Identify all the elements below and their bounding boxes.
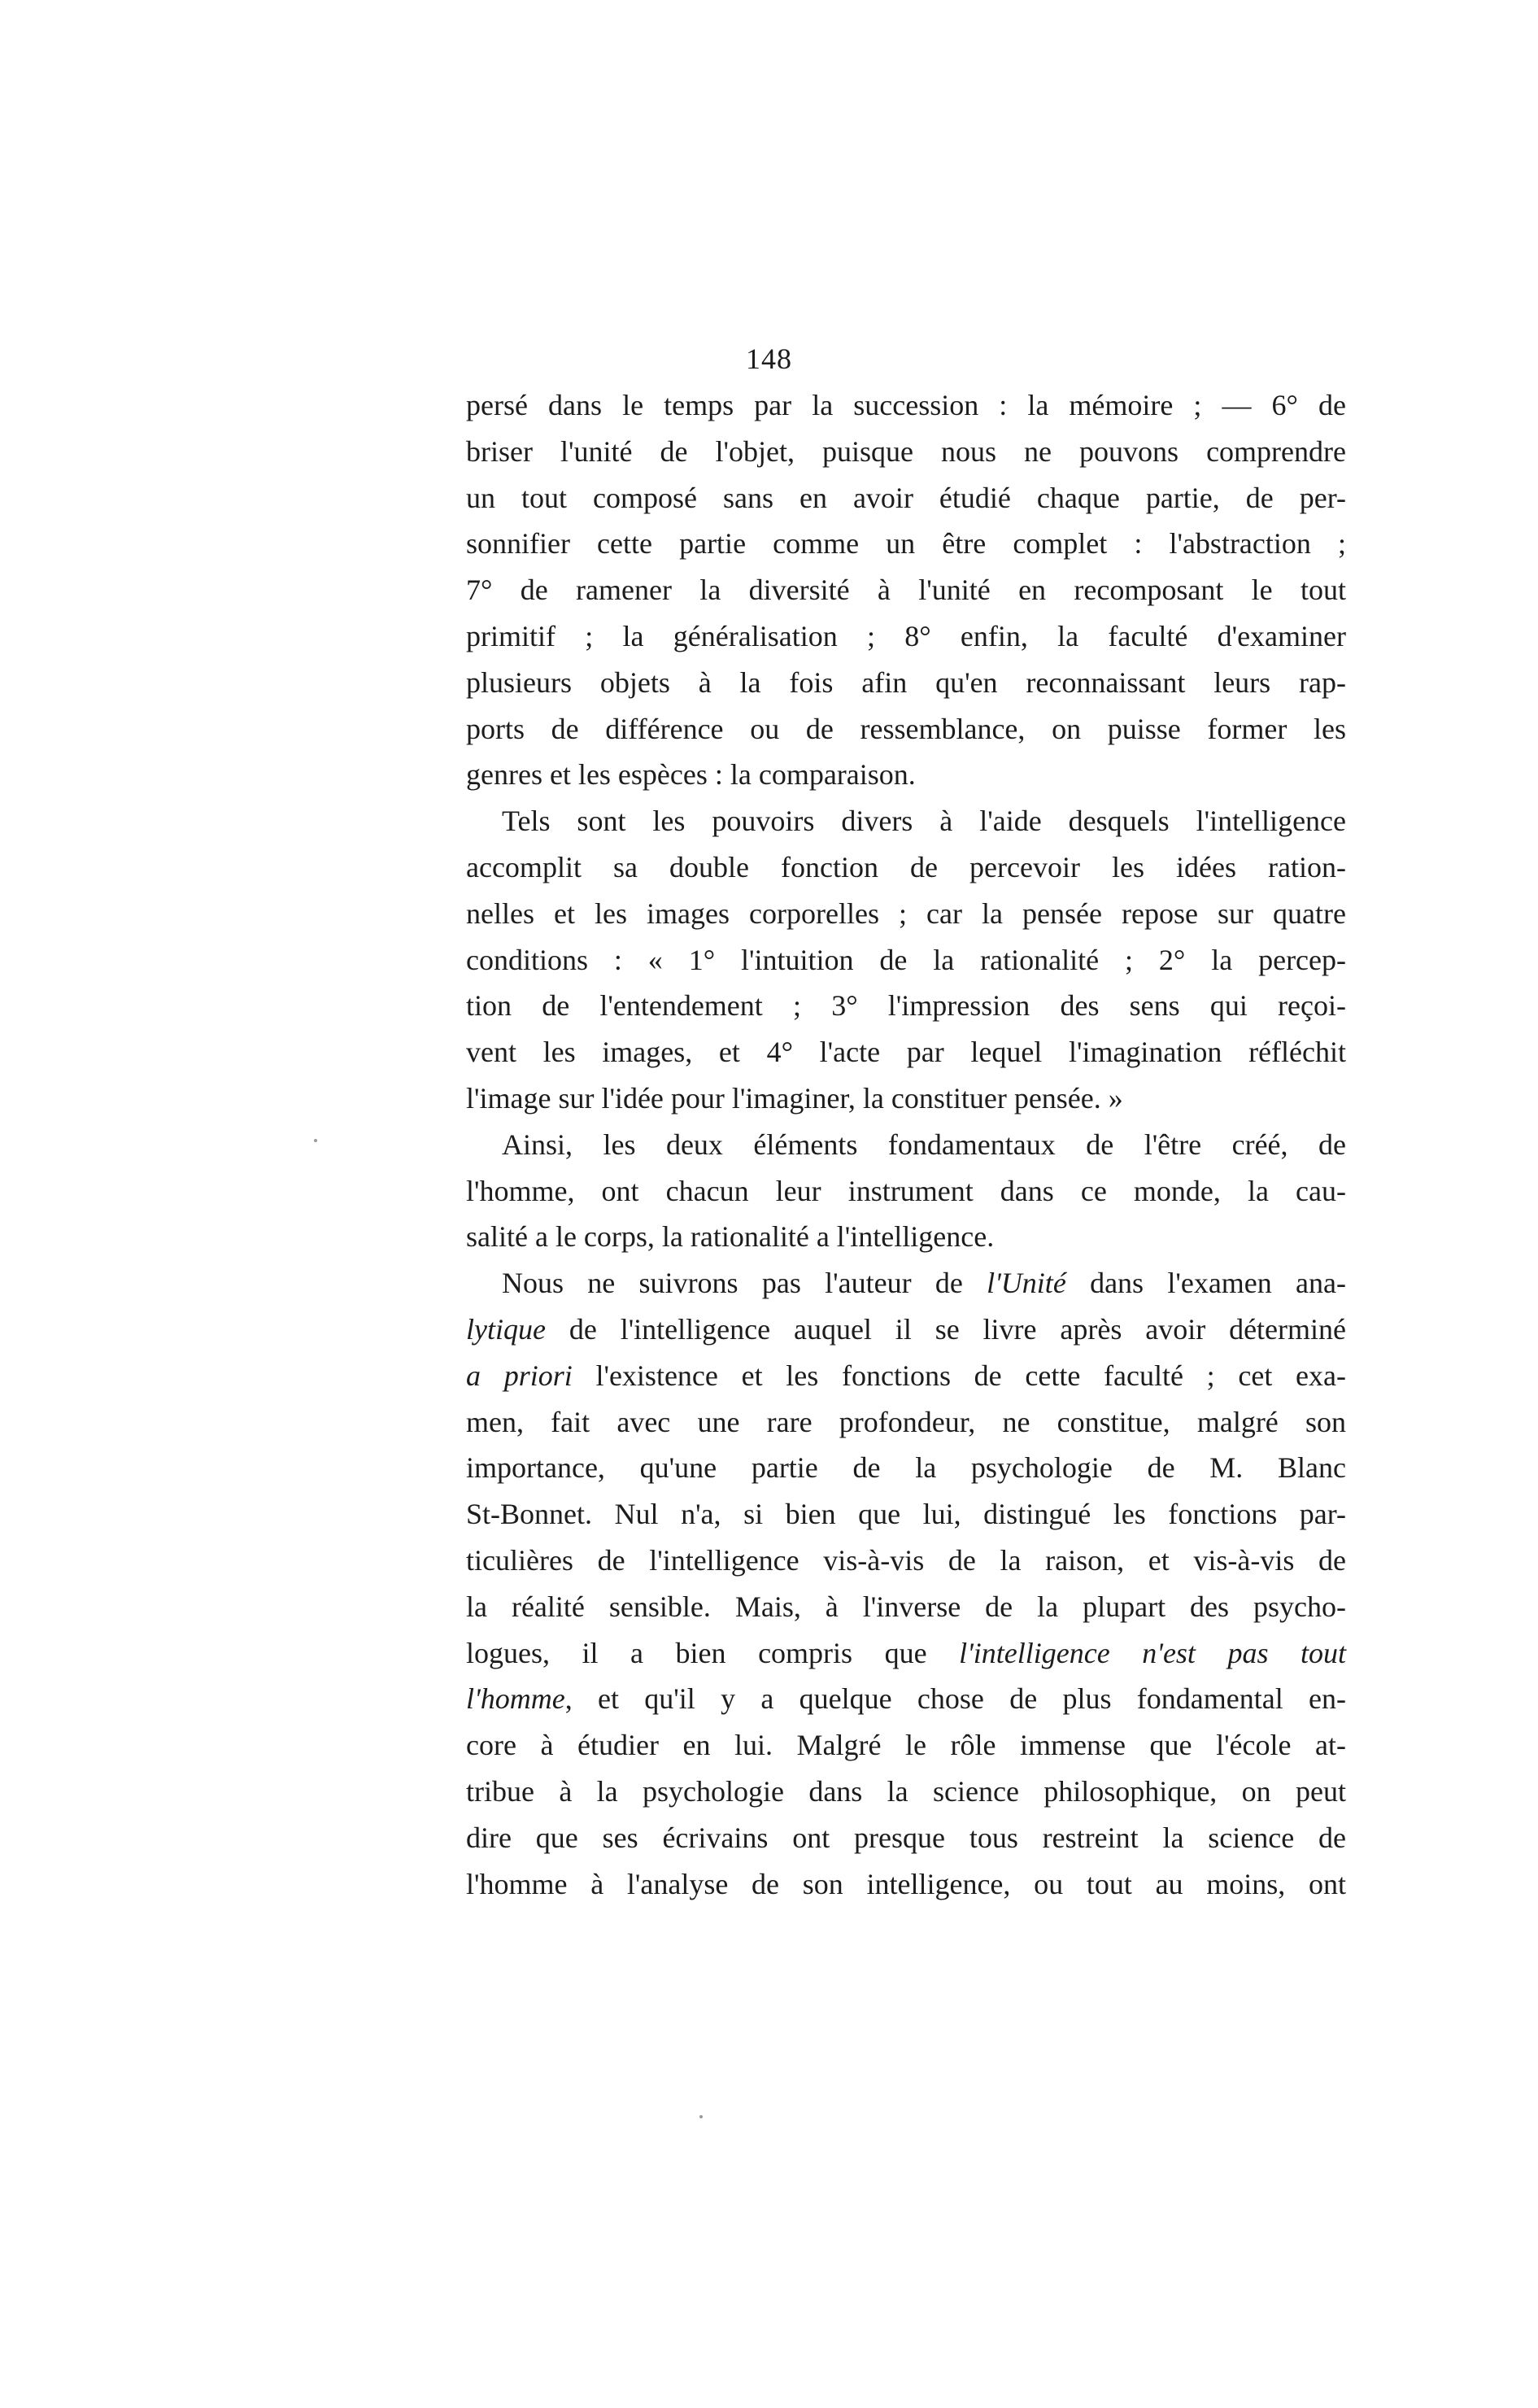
text-segment: 7° de ramener la diversité à l'unité en recomposant le tout (466, 574, 1346, 607)
italic-text: l'Unité (987, 1267, 1066, 1300)
text-segment: men, fait avec une rare profondeur, ne constitue, malgré son (466, 1405, 1346, 1438)
text-segment: core à étudier en lui. Malgré le rôle immense que l'école at- (466, 1729, 1346, 1762)
text-segment: primitif ; la généralisation ; 8° enfin, la faculté d'examiner (466, 619, 1346, 652)
text-line (466, 891, 1346, 937)
italic-text: a priori (466, 1359, 573, 1392)
text-segment: un tout composé sans en avoir étudié chaque partie, de per- (466, 481, 1346, 514)
text-line (466, 567, 1346, 613)
text-line (466, 752, 1346, 798)
text-segment: , et qu'il y a quelque chose de plus fondamental en- (564, 1682, 1346, 1716)
text-line (466, 475, 1346, 521)
text-line (466, 1861, 1346, 1908)
text-segment: l'image sur l'idée pour l'imaginer, la constituer pensée. » (466, 1081, 1123, 1115)
body-text (466, 382, 1346, 1907)
text-segment: conditions : « 1° l'intuition de la rationalité ; 2° la percep- (466, 943, 1346, 976)
text-line (466, 1538, 1346, 1584)
text-segment: persé dans le temps par la succession : la mémoire ; — 6° de (466, 389, 1346, 421)
text-line (466, 1353, 1346, 1399)
text-segment: St-Bonnet. Nul n'a, si bien que lui, distingué les fonctions par- (466, 1498, 1346, 1531)
text-line (466, 1630, 1346, 1677)
text-line (466, 1722, 1346, 1769)
text-segment: l'homme, ont chacun leur instrument dans ce monde, la cau- (466, 1174, 1346, 1207)
italic-text: lytique (466, 1312, 546, 1346)
text-line (466, 1075, 1346, 1122)
text-segment: dire que ses écrivains ont presque tous restreint la science de (466, 1821, 1346, 1854)
text-segment: ticulières de l'intelligence vis-à-vis de la raison, et vis-à-vis de (466, 1543, 1346, 1577)
text-segment: plusieurs objets à la fois afin qu'en reconnaissant leurs rap- (466, 665, 1346, 699)
text-line (466, 1122, 1346, 1168)
text-line (466, 1214, 1346, 1260)
text-segment: Nous ne suivrons pas l'auteur de (502, 1267, 987, 1300)
text-segment: l'existence et les fonctions de cette faculté ; cet exa- (572, 1359, 1346, 1392)
text-segment: dans l'examen ana- (1065, 1267, 1347, 1300)
italic-text: l'intelligence n'est pas tout (959, 1636, 1347, 1669)
text-segment: tion de l'entendement ; 3° l'impression des sens qui reçoi- (466, 989, 1346, 1023)
text-segment: tribue à la psychologie dans la science philosophique, on peut (466, 1774, 1346, 1808)
text-segment: logues, il a bien compris que (466, 1636, 960, 1669)
text-line (466, 1491, 1346, 1538)
text-line (466, 798, 1346, 844)
text-segment: la réalité sensible. Mais, à l'inverse de la plupart des psycho- (466, 1590, 1346, 1623)
text-line (466, 1445, 1346, 1491)
text-segment: vent les images, et 4° l'acte par lequel l'imagination réfléchit (466, 1036, 1346, 1069)
text-line (466, 1815, 1346, 1861)
text-segment: importance, qu'une partie de la psychologie de M. Blanc (466, 1451, 1346, 1485)
text-segment: Tels sont les pouvoirs divers à l'aide desquels l'intelligence (502, 805, 1346, 838)
text-line (466, 706, 1346, 752)
text-segment: genres et les espèces : la comparaison. (466, 758, 916, 792)
text-segment: de l'intelligence auquel il se livre après avoir déterminé (545, 1312, 1346, 1346)
text-line (466, 1584, 1346, 1630)
text-line (466, 613, 1346, 660)
text-line (466, 1769, 1346, 1815)
text-line (466, 983, 1346, 1029)
text-segment: accomplit sa double fonction de percevoir les idées ration- (466, 850, 1346, 883)
text-segment: sonnifier cette partie comme un être complet : l'abstraction ; (466, 527, 1346, 561)
text-line (466, 1029, 1346, 1075)
text-line (466, 429, 1346, 475)
text-segment: ports de différence ou de ressemblance, on puisse former les (466, 712, 1346, 745)
text-line (466, 521, 1346, 567)
text-line (466, 1399, 1346, 1446)
scan-speck (699, 2115, 703, 2118)
text-segment: Ainsi, les deux éléments fondamentaux de l'être créé, de (502, 1128, 1346, 1161)
italic-text: l'homme (466, 1682, 565, 1716)
text-line (466, 1168, 1346, 1215)
text-segment: briser l'unité de l'objet, puisque nous ne pouvons comprendre (466, 434, 1346, 468)
text-line (466, 1676, 1346, 1722)
text-line (466, 937, 1346, 984)
text-line (466, 844, 1346, 891)
text-line (466, 1260, 1346, 1307)
scan-speck (314, 1139, 317, 1142)
text-segment: l'homme à l'analyse de son intelligence, ou tout au moins, ont (466, 1867, 1346, 1900)
page-number: 148 (746, 342, 792, 375)
text-line (466, 660, 1346, 706)
text-line (466, 1307, 1346, 1353)
text-segment: salité a le corps, la rationalité a l'intelligence. (466, 1220, 995, 1254)
text-segment: nelles et les images corporelles ; car la pensée repose sur quatre (466, 896, 1346, 930)
text-line (466, 382, 1346, 429)
